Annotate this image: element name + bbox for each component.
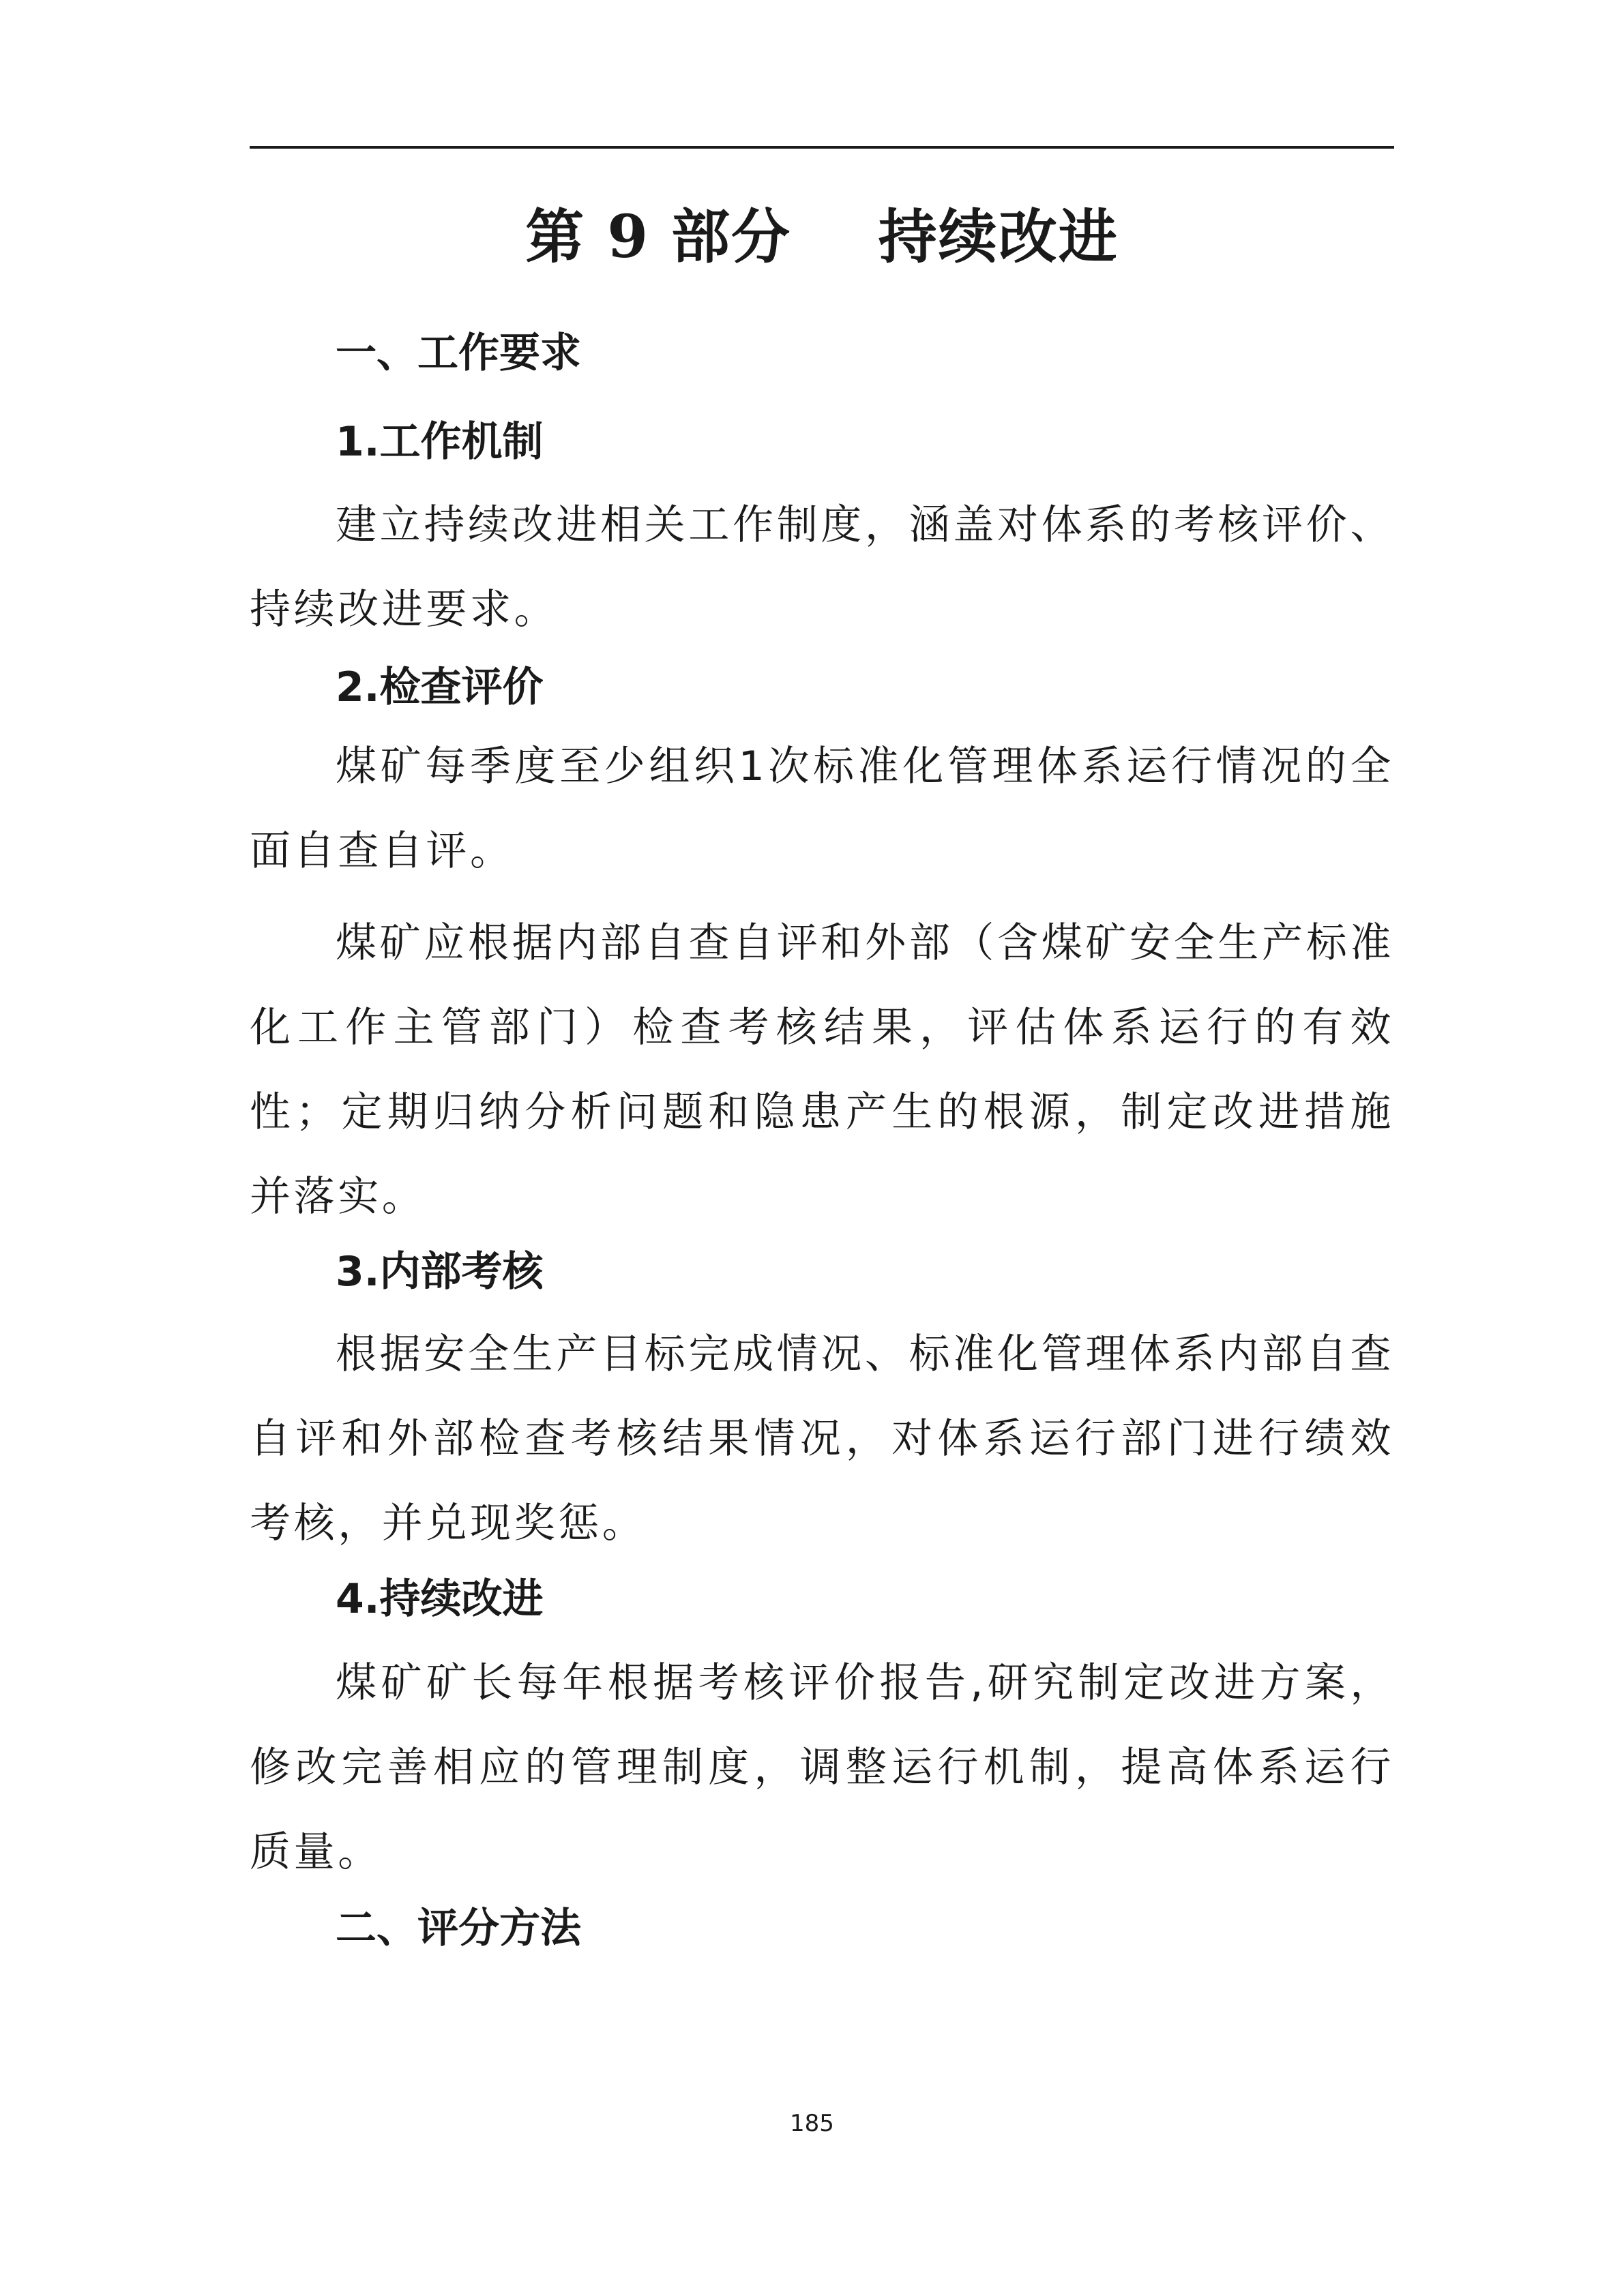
paragraph-continuous-improvement: 煤矿矿长每年根据考核评价报告,研究制定改进方案，修改完善相应的管理制度，调整运行机制，提高体系运行质量。 <box>250 1659 1394 1876</box>
paragraph-inspection-1: 煤矿每季度至少组织1次标准化管理体系运行情况的全面自查自评。 <box>250 743 1394 875</box>
subsection-heading-mechanism: 1.工作机制 <box>336 418 544 466</box>
page-number: 185 <box>790 2110 834 2137</box>
paragraph-inspection-2: 煤矿应根据内部自查自评和外部（含煤矿安全生产标准化工作主管部门）检查考核结果，评估体系运行的有效性；定期归纳分析问题和隐患产生的根源，制定改进措施并落实。 <box>250 919 1394 1221</box>
section-heading-scoring: 二、评分方法 <box>336 1905 581 1952</box>
subsection-heading-inspection: 2.检查评价 <box>336 664 544 711</box>
paragraph-mechanism: 建立持续改进相关工作制度，涵盖对体系的考核评价、持续改进要求。 <box>250 501 1394 633</box>
header-rule <box>250 146 1394 149</box>
subsection-heading-continuous-improvement: 4.持续改进 <box>336 1575 544 1623</box>
subsection-heading-internal-assessment: 3.内部考核 <box>336 1248 544 1296</box>
paragraph-internal-assessment: 根据安全生产目标完成情况、标准化管理体系内部自查自评和外部检查考核结果情况，对体系运行部门进行绩效考核，并兑现奖惩。 <box>250 1330 1394 1547</box>
page-title: 第 9 部分 持续改进 <box>525 203 1119 271</box>
section-heading-requirements: 一、工作要求 <box>336 329 581 377</box>
